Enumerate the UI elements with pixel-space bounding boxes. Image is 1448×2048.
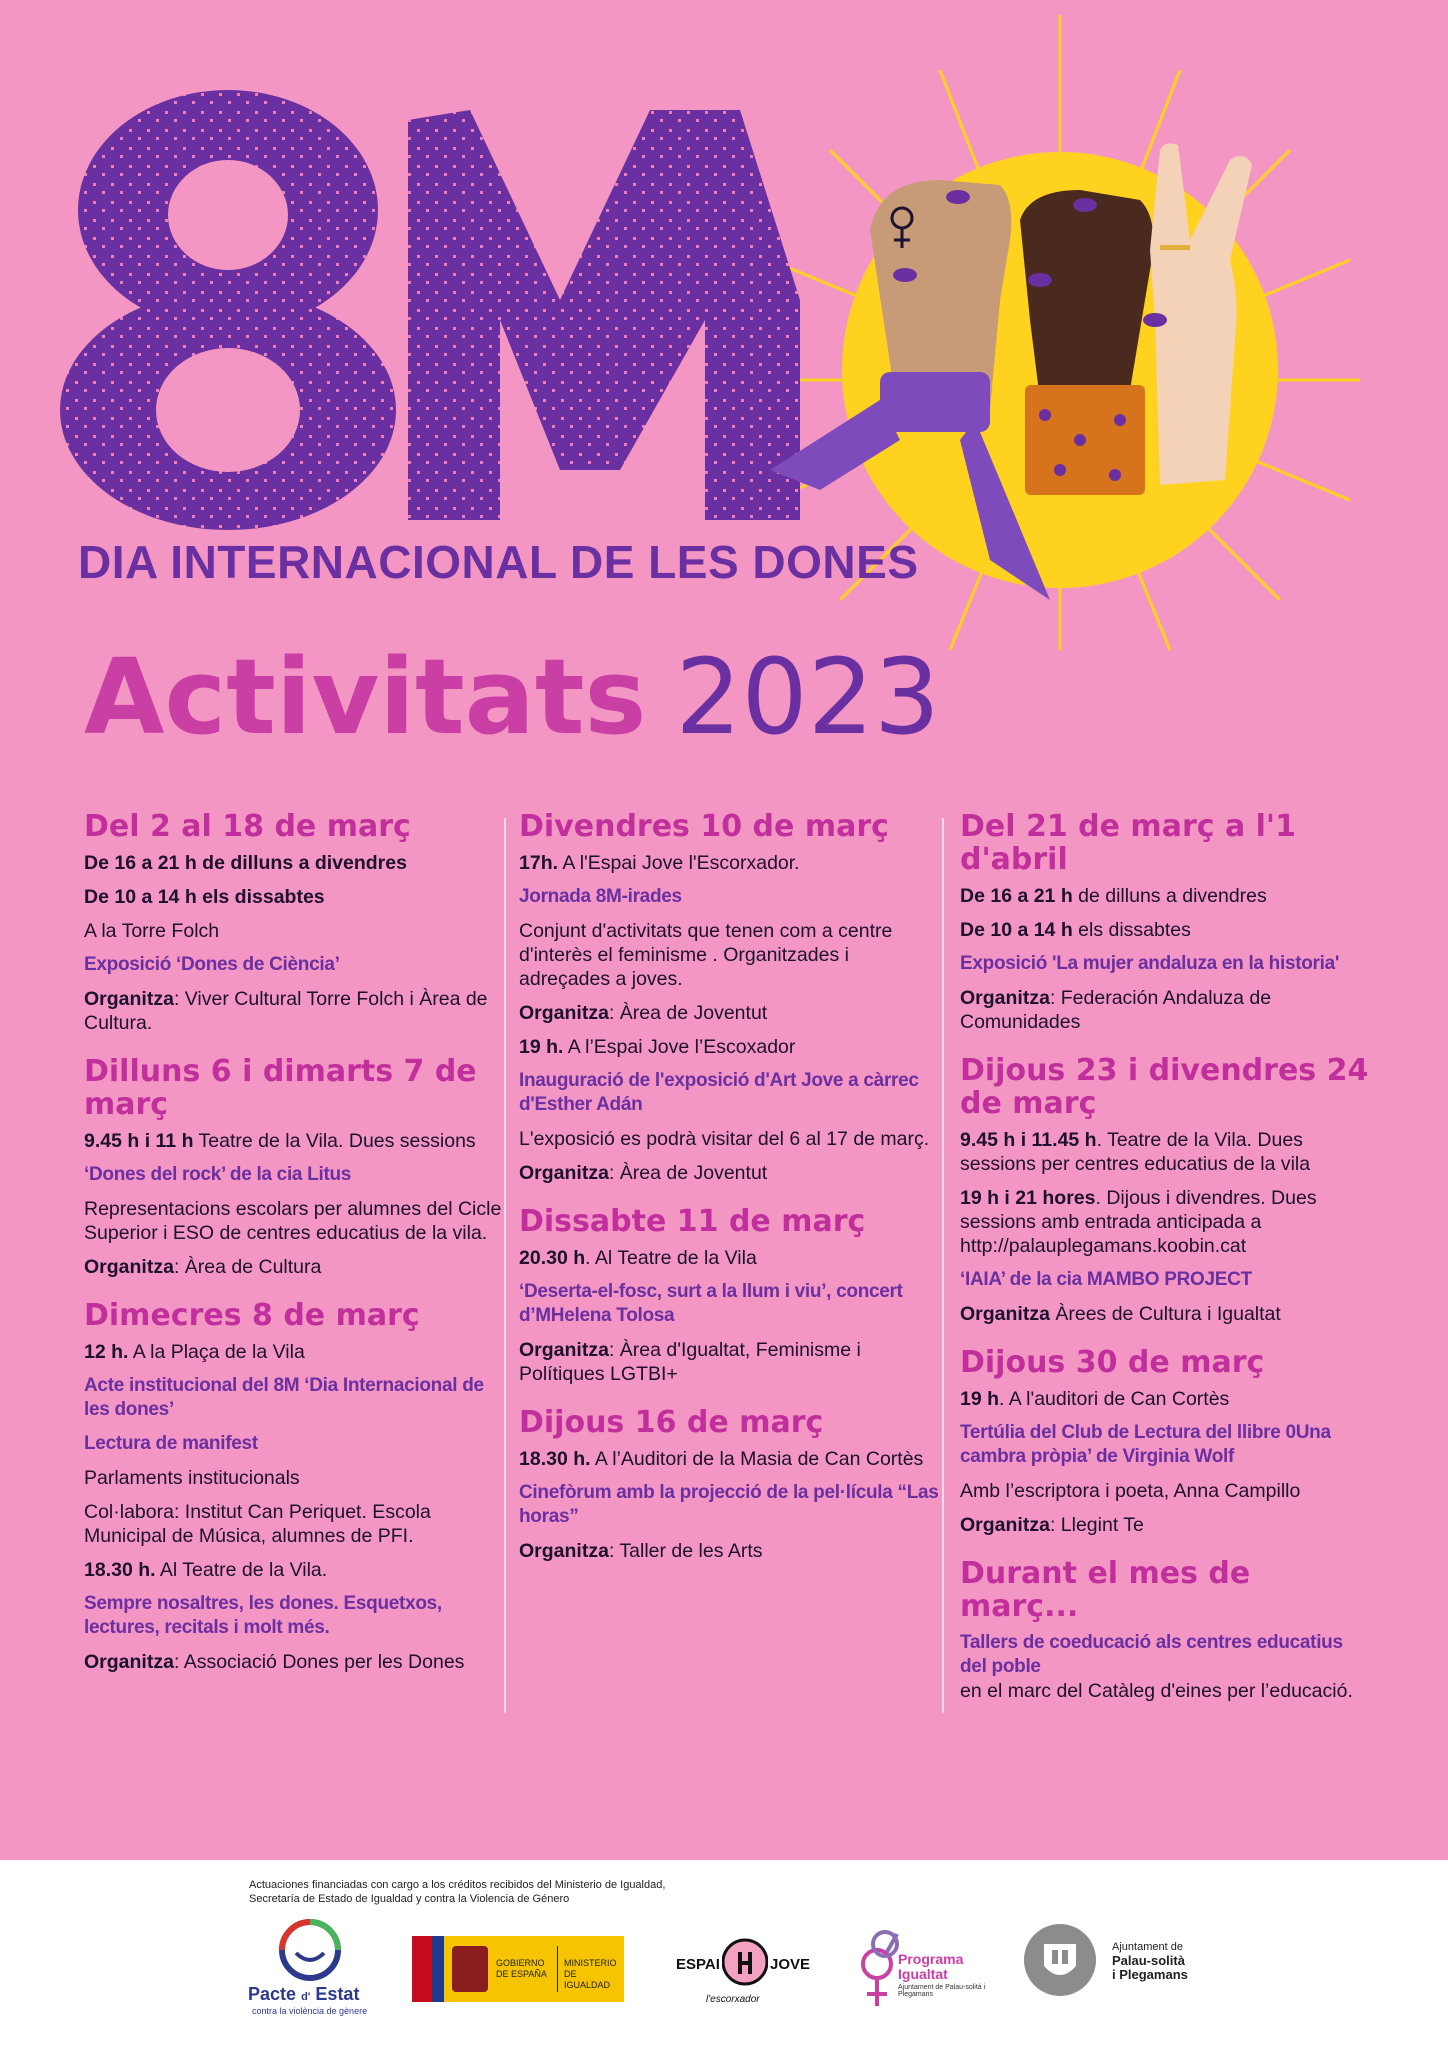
event-title: ‘Deserta-el-fosc, surt a la llum i viu’, concert d’MHelena Tolosa xyxy=(519,1281,903,1326)
column-divider xyxy=(504,818,506,1713)
espai-jove-logo: ESPAI JOVE l'escorxador xyxy=(676,1930,806,2010)
event-section xyxy=(960,1557,1370,1703)
schedule-line: De 10 a 14 h els dissabtes xyxy=(84,886,325,908)
event-title: ‘Dones del rock’ de la cia Litus xyxy=(84,1164,352,1185)
event-date: Durant el mes de març... xyxy=(960,1556,1251,1624)
event-date: Dilluns 6 i dimarts 7 de març xyxy=(84,1054,477,1122)
ministry-label: MINISTERIO DE IGUALDAD xyxy=(564,1958,617,1990)
event-section xyxy=(960,1054,1370,1326)
organizer: Organitza: Associació Dones per les Dones xyxy=(84,1651,465,1673)
schedule-line: De 16 a 21 h de dilluns a divendres xyxy=(84,852,407,874)
logo-eight xyxy=(60,90,396,530)
time-line: 19 h. A l'auditori de Can Cortès xyxy=(960,1388,1230,1410)
pacte-logo-icon xyxy=(270,1915,350,1985)
pacte-logo: Pacte d' Estat xyxy=(248,1984,360,2004)
divider xyxy=(557,1946,558,1992)
event-date: Dijous 16 de març xyxy=(519,1405,824,1440)
organizer: Organitza: Viver Cultural Torre Folch i Àrea de Cultura. xyxy=(84,988,488,1034)
funding-note: Actuaciones financiadas con cargo a los créditos recibidos del Ministerio de Igualdad, Secretaría de Estado de Igualdad y contra la Violencia de Género xyxy=(249,1879,666,1905)
title-word: Activitats xyxy=(84,636,647,758)
time-line: 18.30 h. A l’Auditori de la Masia de Can Cortès xyxy=(519,1448,924,1470)
event-section xyxy=(519,810,939,1185)
event-description: L'exposició es podrà visitar del 6 al 17 de març. xyxy=(519,1128,930,1150)
time-line: 19 h. A l’Espai Jove l’Escoxador xyxy=(519,1036,796,1058)
organizer: Organitza: Àrea de Cultura xyxy=(84,1256,322,1278)
event-date: Dijous 23 i divendres 24 de març xyxy=(960,1053,1369,1121)
event-title: Inauguració de l'exposició d'Art Jove a càrrec d'Esther Adán xyxy=(519,1070,919,1115)
organizer: Organitza: Llegint Te xyxy=(960,1514,1144,1536)
flag-stripe xyxy=(412,1936,432,2002)
event-description: en el marc del Catàleg d'eines per l’educació. xyxy=(960,1680,1353,1702)
event-title: Acte institucional del 8M ‘Dia Internacional de les dones’ xyxy=(84,1375,484,1420)
time-line: 9.45 h i 11.45 h. Teatre de la Vila. Dues sessions per centres educatius de la vila xyxy=(960,1129,1311,1175)
page-title xyxy=(84,636,941,758)
event-title: ‘IAIA’ de la cia MAMBO PROJECT xyxy=(960,1269,1252,1290)
event-description: Conjunt d'activitats que tenen com a centre d'interès el feminisme . Organitzades i adreçades a joves. xyxy=(519,920,893,990)
column-1 xyxy=(84,810,504,1694)
coat-of-arms-icon xyxy=(452,1946,488,1992)
sponsor-footer xyxy=(0,1860,1448,2048)
event-description: Representacions escolars per alumnes del Cicle Superior i ESO de centres educatius de la vila. xyxy=(84,1198,502,1244)
time-line: 12 h. A la Plaça de la Vila xyxy=(84,1341,305,1363)
programa-igualtat-logo: Programa Igualtat xyxy=(898,1951,964,1982)
event-title: Tallers de coeducació als centres educatius del poble xyxy=(960,1632,1343,1677)
pig-icon xyxy=(722,1934,768,1990)
column-divider xyxy=(942,818,944,1713)
flag-stripe xyxy=(432,1936,444,2002)
ajuntament-logo: Ajuntament de Palau-solità i Plegamans xyxy=(1112,1941,1188,1982)
time-line: 17h. A l'Espai Jove l'Escorxador. xyxy=(519,852,800,874)
event-date: Divendres 10 de març xyxy=(519,809,889,844)
event-title: Exposició ‘Dones de Ciència’ xyxy=(84,954,340,975)
event-section xyxy=(519,1205,939,1386)
event-title: Cinefòrum amb la projecció de la pel·lícula “Las horas” xyxy=(519,1482,939,1527)
event-title: Lectura de manifest xyxy=(84,1433,258,1454)
organizer: Organitza: Taller de les Arts xyxy=(519,1540,763,1562)
time-line: 19 h i 21 hores. Dijous i divendres. Dues sessions amb entrada anticipada a http://palauplegamans.koobin.cat xyxy=(960,1187,1317,1257)
gov-label: GOBIERNO DE ESPAÑA xyxy=(496,1958,547,1979)
event-date: Dimecres 8 de març xyxy=(84,1298,420,1333)
pacte-subtitle: contra la violència de gènere xyxy=(252,2006,368,2016)
organizer: Organitza: Àrea d'Igualtat, Feminisme i Polítiques LGTBI+ xyxy=(519,1339,861,1385)
town-shield-icon xyxy=(1022,1922,1098,1998)
title-year: 2023 xyxy=(675,636,941,758)
time-line: 18.30 h. Al Teatre de la Vila. xyxy=(84,1559,328,1581)
event-date: Dissabte 11 de març xyxy=(519,1204,866,1239)
schedule-line: De 10 a 14 h els dissabtes xyxy=(960,919,1191,941)
event-date: Dijous 30 de març xyxy=(960,1345,1265,1380)
organizer: Organitza Àrees de Cultura i Igualtat xyxy=(960,1303,1281,1325)
programa-subtitle: Ajuntament de Palau-solità i Plegamans xyxy=(898,1984,986,1998)
organizer: Organitza: Àrea de Joventut xyxy=(519,1002,768,1024)
government-logo xyxy=(412,1936,624,2002)
column-3 xyxy=(960,810,1370,1723)
schedule-line: De 16 a 21 h de dilluns a divendres xyxy=(960,885,1267,907)
organizer: Organitza: Federación Andaluza de Comunidades xyxy=(960,987,1272,1033)
event-description: Col·labora: Institut Can Periquet. Escola Municipal de Música, alumnes de PFI. xyxy=(84,1501,431,1547)
gender-symbols-icon xyxy=(855,1920,901,2016)
event-section xyxy=(84,810,504,1035)
event-title: Tertúlia del Club de Lectura del llibre 0Una cambra pròpia’ de Virginia Wolf xyxy=(960,1422,1331,1467)
event-date: Del 2 al 18 de març xyxy=(84,809,411,844)
event-title: Sempre nosaltres, les dones. Esquetxos, lectures, recitals i molt més. xyxy=(84,1593,442,1638)
event-section xyxy=(84,1055,504,1279)
event-date: Del 21 de març a l'1 d'abril xyxy=(960,809,1296,877)
column-2 xyxy=(519,810,939,1583)
time-line: 9.45 h i 11 h Teatre de la Vila. Dues sessions xyxy=(84,1130,476,1152)
event-section xyxy=(84,1299,504,1674)
event-title: Exposició 'La mujer andaluza en la historia' xyxy=(960,953,1340,974)
venue: A la Torre Folch xyxy=(84,920,220,942)
event-description: Amb l’escriptora i poeta, Anna Campillo xyxy=(960,1480,1301,1502)
page-subtitle: DIA INTERNACIONAL DE LES DONES xyxy=(78,536,919,588)
event-section xyxy=(960,1346,1370,1537)
event-title: Jornada 8M-irades xyxy=(519,886,682,907)
fist-dark-icon xyxy=(1020,190,1153,495)
time-line: 20.30 h. Al Teatre de la Vila xyxy=(519,1247,757,1269)
organizer: Organitza: Àrea de Joventut xyxy=(519,1162,768,1184)
event-section xyxy=(960,810,1370,1034)
event-description: Parlaments institucionals xyxy=(84,1467,300,1489)
event-section xyxy=(519,1406,939,1563)
logo-m xyxy=(408,110,800,520)
